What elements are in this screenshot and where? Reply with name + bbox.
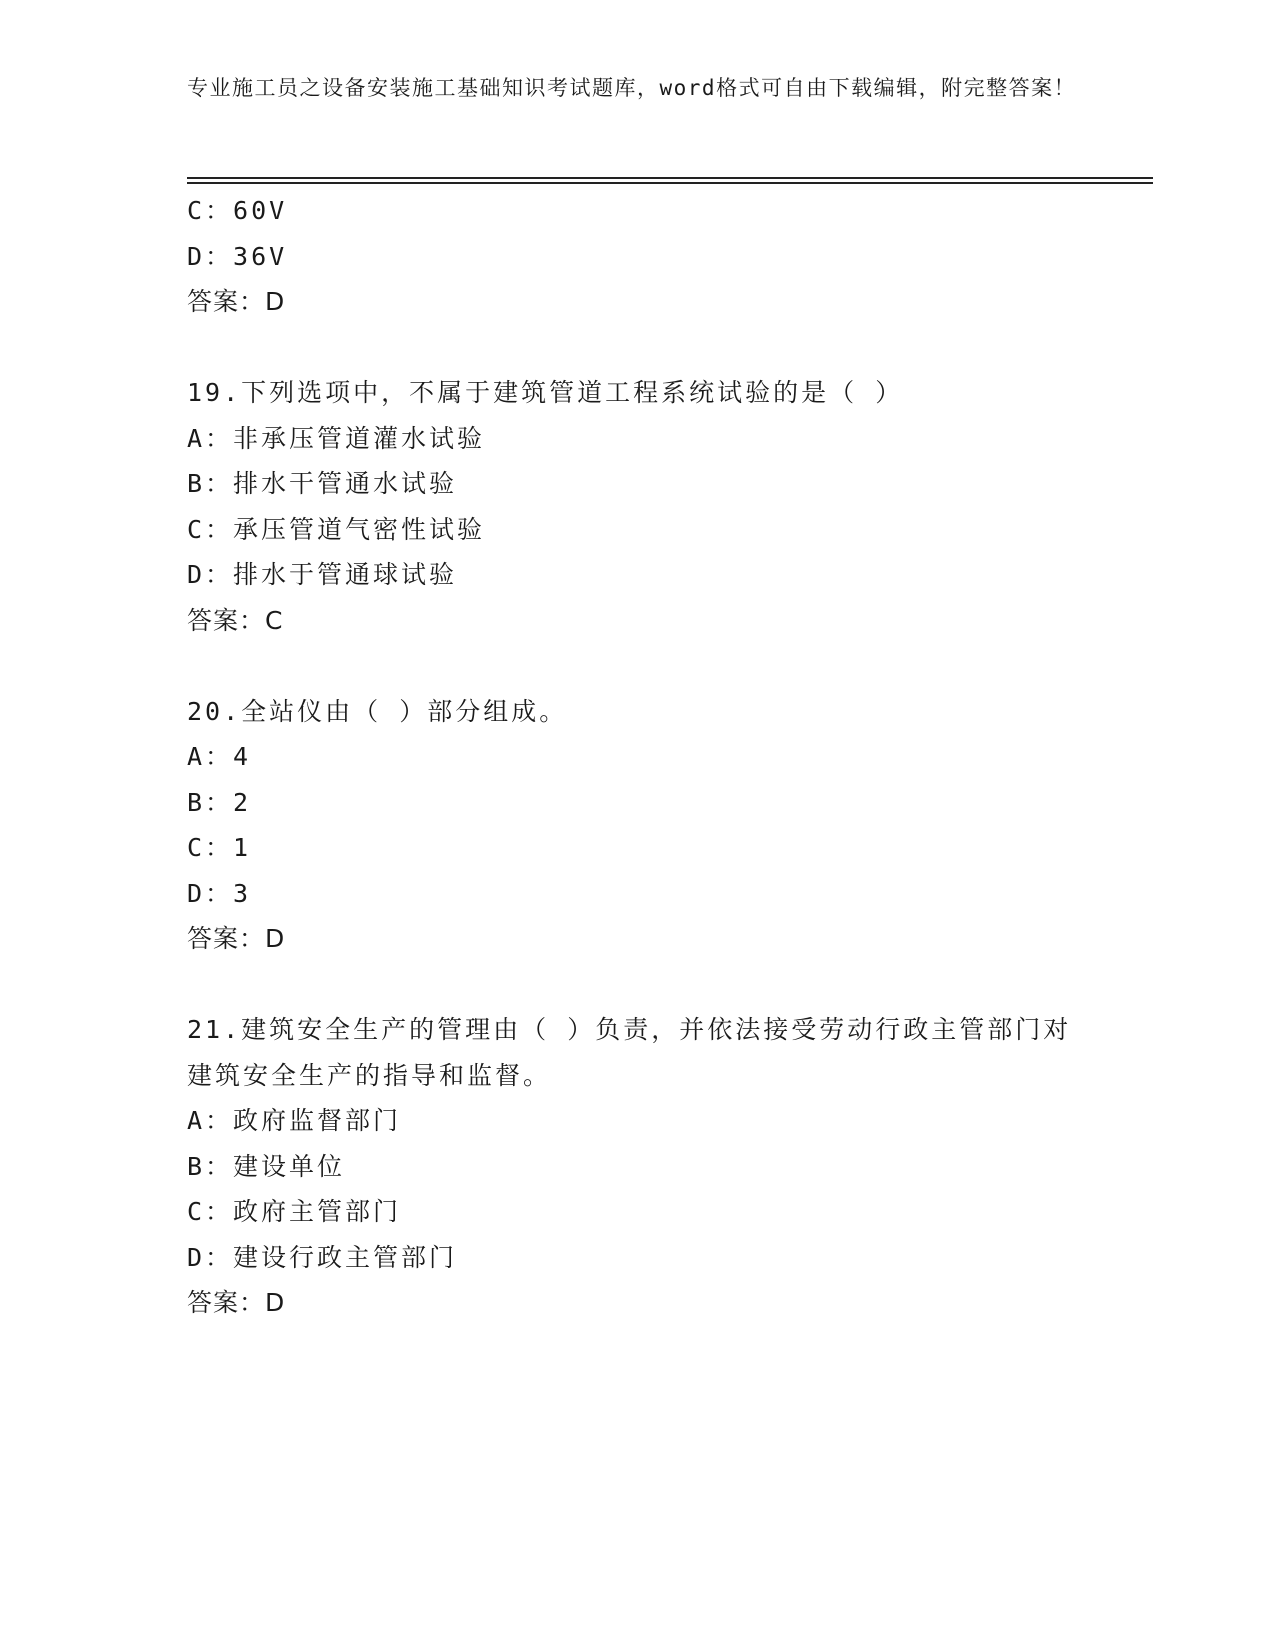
option-c: C：1 [187, 833, 252, 862]
spacer [187, 325, 1087, 371]
header-divider-top [187, 177, 1153, 179]
option-a: A：政府监督部门 [187, 1106, 402, 1135]
question-stem: 19.下列选项中，不属于建筑管道工程系统试验的是（ ） [187, 378, 904, 407]
answer-line: 答案：D [187, 924, 286, 953]
question-stem: 21.建筑安全生产的管理由（ ）负责，并依法接受劳动行政主管部门对建筑安全生产的指导和监督。 [187, 1015, 1072, 1090]
question-21 [187, 1007, 1087, 1326]
spacer [187, 962, 1087, 1008]
question-18-continued [187, 188, 1087, 325]
question-20 [187, 689, 1087, 962]
option-c: C：承压管道气密性试验 [187, 514, 486, 544]
option-b: B：2 [187, 787, 252, 817]
answer-line: 答案：D [187, 287, 286, 316]
answer-line: 答案：C [187, 605, 284, 635]
document-header: 专业施工员之设备安装施工基础知识考试题库，word格式可自由下载编辑，附完整答案！ [187, 76, 1077, 100]
option-d: D：36V [187, 241, 288, 271]
header-divider-bottom [187, 182, 1153, 184]
question-19 [187, 370, 1087, 643]
question-stem: 20.全站仪由（ ）部分组成。 [187, 696, 568, 726]
answer-line: 答案：D [187, 1288, 286, 1317]
option-d: D：建设行政主管部门 [187, 1242, 458, 1272]
option-b: B：建设单位 [187, 1151, 346, 1181]
option-d: D：排水于管通球试验 [187, 560, 458, 589]
option-a: A：非承压管道灌水试验 [187, 423, 486, 453]
option-c: C：60V [187, 196, 288, 225]
option-a: A：4 [187, 742, 252, 771]
document-body [187, 188, 1087, 1326]
option-c: C：政府主管部门 [187, 1197, 402, 1226]
option-b: B：排水干管通水试验 [187, 469, 458, 498]
option-d: D：3 [187, 878, 252, 908]
spacer [187, 643, 1087, 689]
